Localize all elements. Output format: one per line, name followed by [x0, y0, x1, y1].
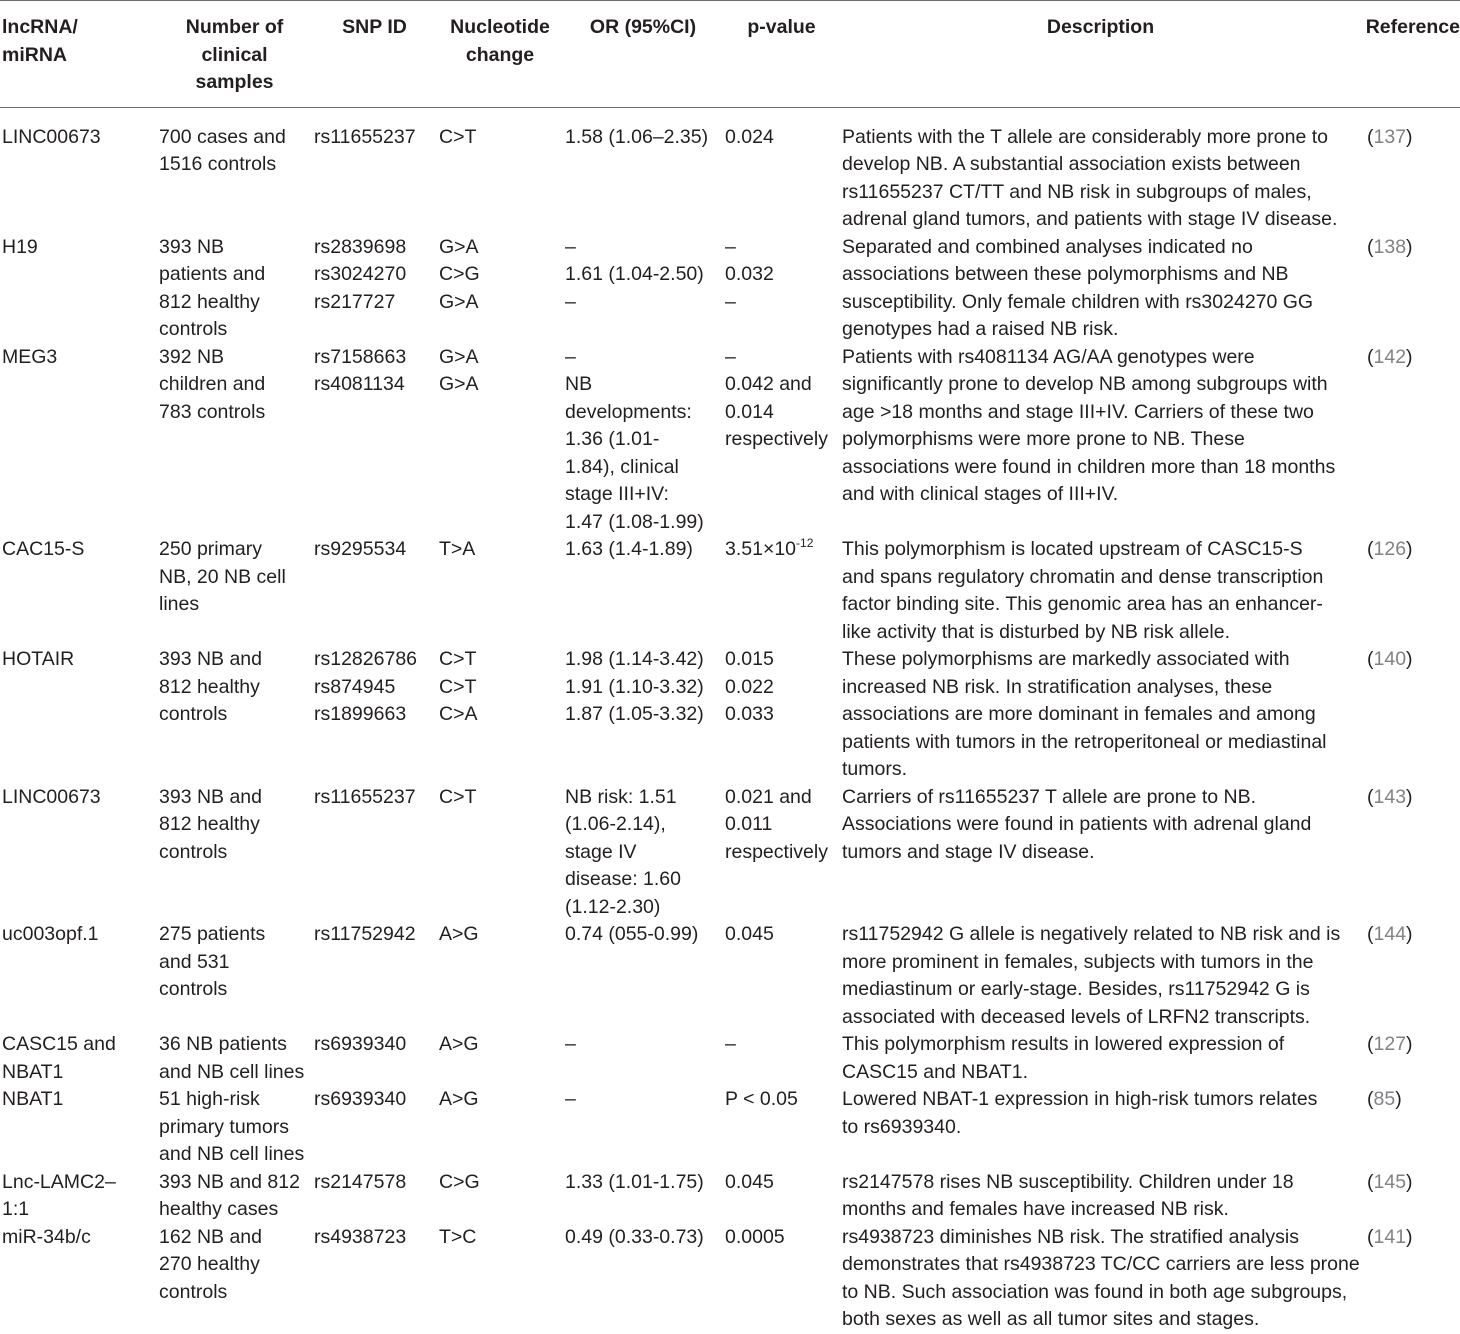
- cell-line: lines: [159, 593, 200, 615]
- cell-line: LINC00673: [2, 125, 101, 148]
- cell-or: [563, 107, 723, 234]
- cell-gene: [0, 107, 157, 234]
- header-reference: [1361, 1, 1460, 108]
- cell-or: [563, 1169, 723, 1224]
- cell-line: CASC15 and NBAT1.: [842, 1060, 1029, 1083]
- cell-line: 1.61 (1.04-2.50): [565, 263, 704, 285]
- header-line: Reference: [1365, 16, 1460, 38]
- cell-reference: (145): [1367, 1170, 1413, 1193]
- cell-line: G>A: [439, 235, 479, 258]
- cell-reference: (126): [1367, 538, 1413, 560]
- cell-line: H19: [2, 235, 38, 258]
- cell-p-value: [723, 344, 840, 537]
- table-row: [0, 784, 1460, 922]
- cell-line: Patients with the T allele are considerably more prone to: [842, 125, 1328, 148]
- cell-line: 1.63 (1.4-1.89): [565, 538, 693, 560]
- cell-reference: (127): [1367, 1033, 1413, 1055]
- cell-line: (1.06-2.14),: [565, 813, 666, 835]
- cell-line: associations between these polymorphisms and NB: [842, 263, 1289, 285]
- cell-line: HOTAIR: [2, 648, 75, 670]
- reference-link[interactable]: 127: [1373, 1033, 1407, 1055]
- cell-line: Separated and combined analyses indicated no: [842, 235, 1253, 258]
- cell-line: –: [725, 290, 736, 313]
- cell-line: associations were found in children more than 18 months: [842, 455, 1336, 478]
- cell-snp-id: [312, 1086, 437, 1169]
- cell-line: CAC15-S: [2, 538, 85, 560]
- reference-link[interactable]: 140: [1373, 648, 1407, 670]
- cell-line: and NB cell lines: [159, 1143, 305, 1165]
- cell-reference: (143): [1367, 785, 1413, 808]
- cell-nucleotide-change: [437, 1086, 563, 1169]
- cell-line: NB risk: 1.51: [565, 785, 677, 808]
- reference-link[interactable]: 142: [1373, 345, 1407, 368]
- cell-or: [563, 784, 723, 922]
- cell-line: Lnc-LAMC2–: [2, 1170, 116, 1193]
- header-line: p-value: [747, 16, 816, 38]
- cell-line: C>T: [439, 125, 477, 148]
- cell-nucleotide-change: [437, 234, 563, 344]
- table-row: [0, 1224, 1460, 1334]
- cell-line: associations are more dominant in females and among: [842, 703, 1316, 725]
- cell-line: 1:1: [2, 1198, 30, 1220]
- cell-line: (1.12-2.30): [565, 895, 661, 918]
- cell-line: C>T: [439, 648, 477, 670]
- cell-gene: [0, 1031, 157, 1086]
- cell-line: G>A: [439, 373, 479, 395]
- cell-line: 1.84), clinical: [565, 455, 679, 478]
- cell-line: 1516 controls: [159, 153, 277, 175]
- cell-line: to NB. Such association was found in both age subgroups,: [842, 1280, 1348, 1303]
- cell-line: –: [565, 345, 576, 368]
- cell-line: factor binding site. This genomic area has an enhancer-: [842, 593, 1323, 615]
- cell-gene: [0, 536, 157, 646]
- cell-line: 812 healthy: [159, 813, 260, 835]
- cell-line: 1.87 (1.05-3.32): [565, 703, 704, 725]
- cell-line: respectively: [725, 428, 828, 450]
- cell-description: [840, 921, 1361, 1031]
- table-row: [0, 107, 1460, 234]
- cell-line: rs7158663: [314, 345, 407, 368]
- cell-line: rs4938723 diminishes NB risk. The stratified analysis: [842, 1225, 1300, 1248]
- table-row: [0, 1086, 1460, 1169]
- cell-reference: (137): [1367, 125, 1413, 148]
- cell-line: 0.74 (055-0.99): [565, 923, 699, 945]
- cell-line: 1.33 (1.01-1.75): [565, 1170, 704, 1193]
- cell-gene: [0, 784, 157, 922]
- cell-line: rs2147578: [314, 1170, 407, 1193]
- cell-line: 0.045: [725, 923, 774, 945]
- cell-nucleotide-change: [437, 344, 563, 537]
- cell-reference: (142): [1367, 345, 1413, 368]
- header-line: lncRNA/: [2, 16, 78, 38]
- cell-or: [563, 921, 723, 1031]
- cell-line: A>G: [439, 923, 479, 945]
- cell-or: [563, 1086, 723, 1169]
- cell-line: patients and: [159, 263, 266, 285]
- cell-reference: (144): [1367, 923, 1413, 945]
- cell-line: months and females have increased NB risk.: [842, 1198, 1229, 1220]
- cell-description: [840, 344, 1361, 537]
- cell-line: rs4081134: [314, 373, 405, 395]
- header-samples: [157, 1, 312, 108]
- cell-or: [563, 646, 723, 784]
- cell-line: A>G: [439, 1033, 479, 1055]
- cell-line: 162 NB and: [159, 1225, 262, 1248]
- cell-line: 1.98 (1.14-3.42): [565, 648, 704, 670]
- cell-line: developments:: [565, 400, 692, 423]
- cell-p-value: [723, 1086, 840, 1169]
- cell-line: rs6939340: [314, 1088, 407, 1110]
- cell-reference: (85): [1367, 1088, 1402, 1110]
- cell-nucleotide-change: [437, 1224, 563, 1334]
- cell-line: and with clinical stages of III+IV.: [842, 483, 1119, 505]
- cell-line: and 531: [159, 950, 230, 973]
- header-lncrna: [0, 1, 157, 108]
- cell-line: rs2147578 rises NB susceptibility. Children under 18: [842, 1170, 1294, 1193]
- cell-line: rs9295534: [314, 538, 407, 560]
- cell-line: 270 healthy: [159, 1253, 260, 1275]
- cell-p-value: [723, 921, 840, 1031]
- cell-line: 1.58 (1.06–2.35): [565, 125, 709, 148]
- cell-line: 392 NB: [159, 345, 225, 368]
- cell-snp-id: [312, 784, 437, 922]
- cell-p-value: [723, 1224, 840, 1334]
- cell-line: 393 NB: [159, 235, 225, 258]
- cell-line: 393 NB and 812: [159, 1170, 300, 1193]
- cell-reference: (140): [1367, 648, 1413, 670]
- cell-line: 812 healthy: [159, 675, 260, 698]
- header-line: Nucleotide: [450, 16, 550, 38]
- cell-line: –: [565, 1033, 576, 1055]
- cell-description: [840, 536, 1361, 646]
- cell-line: CASC15 and: [2, 1033, 116, 1055]
- cell-line: rs217727: [314, 290, 396, 313]
- reference-link[interactable]: 126: [1373, 538, 1407, 560]
- cell-gene: [0, 1224, 157, 1334]
- cell-or: [563, 234, 723, 344]
- table-row: [0, 234, 1460, 344]
- cell-line: T>A: [439, 538, 476, 560]
- cell-line: miR-34b/c: [2, 1225, 91, 1248]
- cell-line: rs4938723: [314, 1225, 407, 1248]
- cell-line: NBAT1: [2, 1060, 64, 1083]
- cell-line: C>A: [439, 703, 478, 725]
- cell-line: controls: [159, 1280, 228, 1303]
- table-row: [0, 1031, 1460, 1086]
- header-snp-id: [312, 1, 437, 108]
- cell-line: C>G: [439, 1170, 480, 1193]
- cell-line: rs6939340: [314, 1033, 407, 1055]
- cell-line: 783 controls: [159, 400, 266, 423]
- header-line: clinical: [201, 43, 268, 66]
- cell-line: demonstrates that rs4938723 TC/CC carriers are less prone: [842, 1253, 1360, 1275]
- cell-line: NBAT1: [2, 1088, 64, 1110]
- cell-line: 0.042 and: [725, 373, 812, 395]
- cell-line: rs11655237 CT/TT and NB risk in subgroups of males,: [842, 180, 1312, 203]
- cell-line: P < 0.05: [725, 1088, 798, 1110]
- cell-or: [563, 536, 723, 646]
- cell-line: G>A: [439, 345, 479, 368]
- cell-description: [840, 1169, 1361, 1224]
- cell-line: 51 high-risk: [159, 1088, 260, 1110]
- cell-nucleotide-change: [437, 107, 563, 234]
- cell-line: –: [725, 1033, 736, 1055]
- cell-line: adrenal gland tumors, and patients with stage IV disease.: [842, 208, 1338, 230]
- cell-line: 250 primary: [159, 538, 262, 560]
- cell-snp-id: [312, 536, 437, 646]
- cell-snp-id: [312, 234, 437, 344]
- cell-nucleotide-change: [437, 536, 563, 646]
- cell-line: stage IV: [565, 840, 637, 863]
- cell-line: like activity that is disturbed by NB risk allele.: [842, 620, 1230, 643]
- cell-line: both sexes as well as all tumor sites and stages.: [842, 1308, 1260, 1330]
- cell-description: [840, 784, 1361, 922]
- cell-line: Carriers of rs11655237 T allele are prone to NB.: [842, 785, 1257, 808]
- cell-line: age >18 months and stage III+IV. Carriers of these two: [842, 400, 1314, 423]
- cell-line: and NB cell lines: [159, 1060, 305, 1083]
- reference-link[interactable]: 141: [1373, 1225, 1407, 1248]
- cell-description: [840, 646, 1361, 784]
- table-row: [0, 1169, 1460, 1224]
- header-line: samples: [195, 71, 274, 93]
- cell-line: rs1899663: [314, 703, 407, 725]
- reference-link[interactable]: 137: [1373, 125, 1407, 148]
- cell-gene: [0, 1086, 157, 1169]
- cell-gene: [0, 344, 157, 537]
- reference-link[interactable]: 143: [1373, 785, 1407, 808]
- cell-line: 0.021 and: [725, 785, 812, 808]
- cell-line: rs11752942: [314, 923, 416, 945]
- cell-line: increased NB risk. In stratification analyses, these: [842, 675, 1273, 698]
- table-body: [0, 107, 1460, 1334]
- cell-line: 0.49 (0.33-0.73): [565, 1225, 704, 1248]
- cell-description: [840, 1086, 1361, 1169]
- cell-line: controls: [159, 978, 228, 1000]
- table-row: [0, 646, 1460, 784]
- cell-nucleotide-change: [437, 646, 563, 784]
- cell-line: controls: [159, 318, 228, 340]
- cell-nucleotide-change: [437, 784, 563, 922]
- cell-line: [725, 536, 838, 564]
- cell-snp-id: [312, 1169, 437, 1224]
- cell-line: respectively: [725, 840, 828, 863]
- cell-line: Lowered NBAT-1 expression in high-risk tumors relates: [842, 1088, 1318, 1110]
- header-or: [563, 1, 723, 108]
- cell-line: 1.36 (1.01-: [565, 428, 660, 450]
- cell-line: 0.011: [725, 813, 773, 835]
- cell-line: children and: [159, 373, 266, 395]
- cell-line: 275 patients: [159, 923, 266, 945]
- cell-line: Patients with rs4081134 AG/AA genotypes were: [842, 345, 1255, 368]
- cell-line: –: [565, 1088, 576, 1110]
- cell-line: Associations were found in patients with adrenal gland: [842, 813, 1312, 835]
- cell-gene: [0, 921, 157, 1031]
- cell-line: rs11655237: [314, 785, 416, 808]
- p-value-base: 3.51×10: [725, 538, 797, 560]
- cell-line: rs11752942 G allele is negatively related to NB risk and is: [842, 923, 1341, 945]
- reference-link[interactable]: 144: [1373, 923, 1407, 945]
- cell-line: 0.0005: [725, 1225, 785, 1248]
- cell-samples: [157, 234, 312, 344]
- cell-line: T>C: [439, 1225, 477, 1248]
- cell-description: [840, 234, 1361, 344]
- cell-line: and spans regulatory chromatin and dense transcription: [842, 565, 1324, 588]
- cell-line: 700 cases and: [159, 125, 286, 148]
- cell-line: 36 NB patients: [159, 1033, 287, 1055]
- reference-link[interactable]: 138: [1373, 235, 1407, 258]
- cell-reference: (138): [1367, 235, 1413, 258]
- cell-snp-id: [312, 107, 437, 234]
- cell-description: [840, 1224, 1361, 1334]
- cell-line: rs3024270: [314, 263, 407, 285]
- cell-line: 1.91 (1.10-3.32): [565, 675, 704, 698]
- cell-line: –: [725, 345, 736, 368]
- cell-line: MEG3: [2, 345, 58, 368]
- header-p-value: [723, 1, 840, 108]
- cell-line: stage III+IV:: [565, 483, 669, 505]
- header-line: change: [465, 43, 535, 66]
- cell-snp-id: [312, 1224, 437, 1334]
- cell-nucleotide-change: [437, 1169, 563, 1224]
- cell-line: This polymorphism results in lowered expression of: [842, 1033, 1285, 1055]
- cell-line: 0.014: [725, 400, 774, 423]
- table-row: [0, 536, 1460, 646]
- cell-line: tumors.: [842, 758, 908, 780]
- cell-line: rs12826786: [314, 648, 418, 670]
- cell-line: –: [565, 290, 576, 313]
- cell-line: uc003opf.1: [2, 923, 99, 945]
- cell-line: polymorphisms were more prone to NB. These: [842, 428, 1245, 450]
- cell-line: C>T: [439, 675, 477, 698]
- cell-line: 0.015: [725, 648, 774, 670]
- reference-link[interactable]: 145: [1373, 1170, 1407, 1193]
- cell-line: NB: [565, 373, 593, 395]
- cell-line: This polymorphism is located upstream of CASC15-S: [842, 538, 1303, 560]
- cell-line: These polymorphisms are markedly associated with: [842, 648, 1290, 670]
- cell-line: C>G: [439, 263, 480, 285]
- cell-line: to rs6939340.: [842, 1115, 962, 1138]
- header-line: Number of: [185, 16, 284, 38]
- cell-gene: [0, 646, 157, 784]
- cell-line: –: [725, 235, 736, 258]
- cell-line: 393 NB and: [159, 785, 262, 808]
- cell-line: 393 NB and: [159, 648, 262, 670]
- cell-line: A>G: [439, 1088, 479, 1110]
- cell-line: NB, 20 NB cell: [159, 565, 286, 588]
- cell-or: [563, 344, 723, 537]
- cell-p-value: [723, 536, 840, 646]
- cell-samples: [157, 1031, 312, 1086]
- table-row: [0, 344, 1460, 537]
- header-nucleotide-change: [437, 1, 563, 108]
- cell-gene: [0, 1169, 157, 1224]
- cell-nucleotide-change: [437, 921, 563, 1031]
- cell-line: 0.022: [725, 675, 774, 698]
- header-line: SNP ID: [342, 16, 407, 38]
- cell-samples: [157, 344, 312, 537]
- cell-snp-id: [312, 646, 437, 784]
- cell-samples: [157, 1086, 312, 1169]
- cell-line: rs11655237: [314, 125, 416, 148]
- cell-line: 0.045: [725, 1170, 774, 1193]
- cell-snp-id: [312, 1031, 437, 1086]
- cell-description: [840, 107, 1361, 234]
- cell-line: associated with deceased levels of LRFN2 transcripts.: [842, 1005, 1311, 1028]
- header-description: [840, 1, 1361, 108]
- cell-gene: [0, 234, 157, 344]
- cell-p-value: [723, 1169, 840, 1224]
- cell-line: rs874945: [314, 675, 396, 698]
- cell-snp-id: [312, 344, 437, 537]
- cell-line: 0.024: [725, 125, 774, 148]
- cell-line: develop NB. A substantial association exists between: [842, 153, 1301, 175]
- cell-line: controls: [159, 840, 228, 863]
- cell-line: tumors and stage IV disease.: [842, 840, 1095, 863]
- cell-p-value: [723, 1031, 840, 1086]
- cell-line: G>A: [439, 290, 479, 313]
- cell-line: mediastinum or early-stage. Besides, rs11752942 G is: [842, 978, 1310, 1000]
- cell-p-value: [723, 234, 840, 344]
- cell-line: 0.033: [725, 703, 774, 725]
- cell-reference: (141): [1367, 1225, 1413, 1248]
- table-row: [0, 921, 1460, 1031]
- header-line: miRNA: [2, 43, 68, 66]
- cell-line: more prominent in females, subjects with tumors in the: [842, 950, 1314, 973]
- cell-line: patients with tumors in the retroperitoneal or mediastinal: [842, 730, 1327, 753]
- cell-samples: [157, 646, 312, 784]
- cell-line: significantly prone to develop NB among subgroups with: [842, 373, 1328, 395]
- cell-samples: [157, 536, 312, 646]
- cell-or: [563, 1224, 723, 1334]
- cell-line: –: [565, 235, 576, 258]
- cell-line: LINC00673: [2, 785, 101, 808]
- cell-description: [840, 1031, 1361, 1086]
- cell-nucleotide-change: [437, 1031, 563, 1086]
- cell-line: disease: 1.60: [565, 868, 682, 890]
- cell-or: [563, 1031, 723, 1086]
- cell-line: healthy cases: [159, 1198, 279, 1220]
- p-value-exponent: -12: [796, 535, 814, 550]
- cell-line: 0.032: [725, 263, 774, 285]
- cell-samples: [157, 107, 312, 234]
- cell-samples: [157, 1224, 312, 1334]
- cell-line: controls: [159, 703, 228, 725]
- cell-line: susceptibility. Only female children with rs3024270 GG: [842, 290, 1314, 313]
- cell-line: C>T: [439, 785, 477, 808]
- cell-line: 1.47 (1.08-1.99): [565, 510, 704, 533]
- header-line: Description: [1046, 16, 1155, 38]
- cell-line: primary tumors: [159, 1115, 290, 1138]
- cell-p-value: [723, 646, 840, 784]
- header-line: OR (95%CI): [589, 16, 697, 38]
- cell-samples: [157, 921, 312, 1031]
- cell-p-value: [723, 107, 840, 234]
- cell-line: 812 healthy: [159, 290, 260, 313]
- cell-line: genotypes had a raised NB risk.: [842, 318, 1119, 340]
- cell-line: rs2839698: [314, 235, 407, 258]
- reference-link[interactable]: 85: [1373, 1088, 1396, 1110]
- cell-p-value: [723, 784, 840, 922]
- cell-snp-id: [312, 921, 437, 1031]
- cell-samples: [157, 1169, 312, 1224]
- table-header-row: [0, 1, 1460, 108]
- cell-samples: [157, 784, 312, 922]
